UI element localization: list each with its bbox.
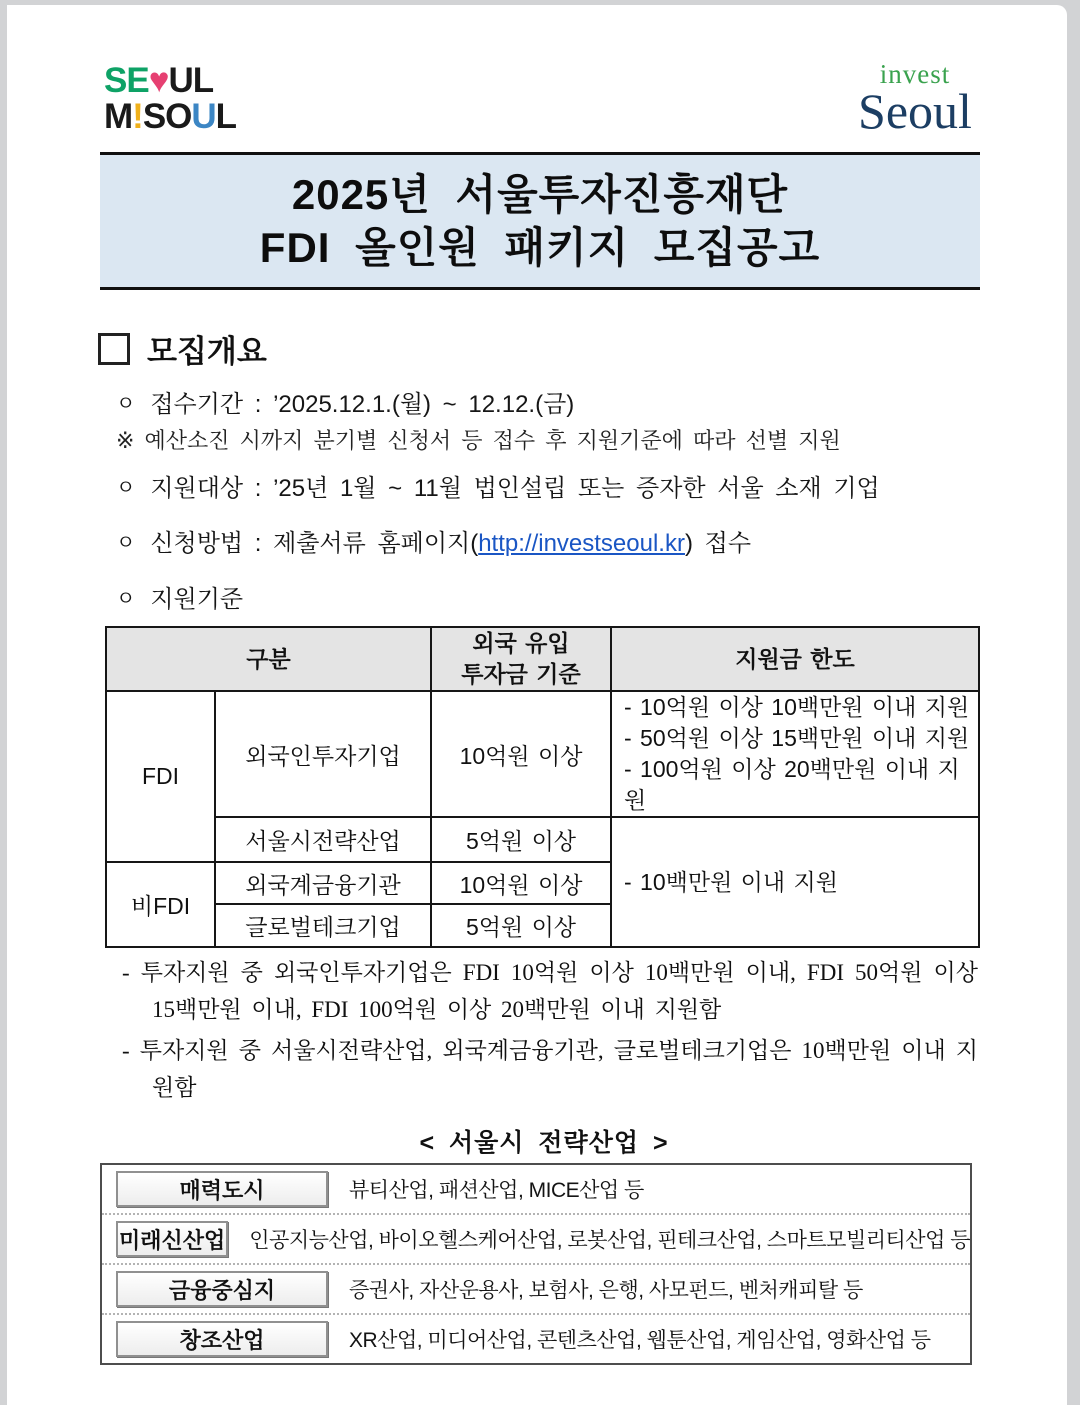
investseoul-link[interactable]: http://investseoul.kr xyxy=(478,530,685,557)
logo-ul: UL xyxy=(168,61,214,100)
category-chip-finance-hub: 금융중심지 xyxy=(116,1271,328,1307)
method-suffix-text: ) 접수 xyxy=(684,530,751,557)
method-prefix-text: 신청방법 : 제출서류 홈페이지( xyxy=(150,530,479,557)
category-chip-attractive-city: 매력도시 xyxy=(116,1171,328,1207)
criteria-seoul-strategic: 5억원 이상 xyxy=(431,817,611,862)
table-header-row xyxy=(106,627,979,691)
category-desc: 뷰티산업, 패션산업, MICE산업 등 xyxy=(349,1179,644,1202)
section-overview-heading xyxy=(98,326,267,371)
category-desc: 증권사, 자산운용사, 보험사, 은행, 사모펀드, 벤처캐피탈 등 xyxy=(349,1279,863,1302)
footnote-2: - 투자지원 중 서울시전략산업, 외국계금융기관, 글로벌테크기업은 10백만원 이내 지원함 xyxy=(122,1038,978,1100)
period-text: 접수기간 : ’2025.12.1.(월) ~ 12.12.(금) xyxy=(150,391,575,418)
bullet-method xyxy=(116,523,751,558)
list-item xyxy=(102,1213,970,1263)
header-investment xyxy=(431,627,611,691)
limit-foreign-invested xyxy=(611,691,979,817)
bullet-target xyxy=(116,468,880,503)
list-item xyxy=(102,1263,970,1313)
header-limit: 지원금 한도 xyxy=(611,627,979,691)
category-chip-future-industry: 미래신산업 xyxy=(116,1221,228,1257)
type-global-tech: 글로벌테크기업 xyxy=(215,904,431,947)
table-row xyxy=(106,691,979,817)
list-item xyxy=(102,1165,970,1213)
logo-line-2 xyxy=(104,99,236,135)
table-footnotes xyxy=(122,954,978,1110)
logo-so: SO xyxy=(142,97,192,136)
group-non-fdi: 비FDI xyxy=(106,862,215,947)
criteria-global-tech: 5억원 이상 xyxy=(431,904,611,947)
logo-se: SE xyxy=(104,61,149,100)
category-chip-creative-industry: 창조산업 xyxy=(116,1321,328,1357)
seoul-my-soul-logo xyxy=(104,63,236,135)
bullet-period-note xyxy=(116,424,841,455)
circle-bullet-icon: ㅇ xyxy=(116,477,136,499)
logo-l: L xyxy=(215,97,237,136)
support-criteria-table xyxy=(105,626,980,948)
target-text: 지원대상 : ’25년 1월 ~ 11월 법인설립 또는 증자한 서울 소재 기업 xyxy=(150,475,880,502)
bullet-criteria xyxy=(116,579,243,614)
circle-bullet-icon: ㅇ xyxy=(116,393,136,415)
limit-line-1: - 10억원 이상 10백만원 이내 지원 xyxy=(624,694,970,720)
title-line-1: 2025년 서울투자진흥재단 xyxy=(291,171,789,218)
category-desc: 인공지능산업, 바이오헬스케어산업, 로봇산업, 핀테크산업, 스마트모빌리티산업 등 xyxy=(249,1229,970,1252)
exclamation-icon: ! xyxy=(132,97,143,136)
footnote-1: - 투자지원 중 외국인투자기업은 FDI 10억원 이상 10백만원 이내, FDI 50억원 이상 15백만원 이내, FDI 100억원 이상 20백만원 이내 지원함 xyxy=(122,960,978,1022)
header-category: 구분 xyxy=(106,627,431,691)
logo-line-1 xyxy=(104,63,236,99)
square-bullet-icon xyxy=(98,333,130,365)
category-desc: XR산업, 미디어산업, 콘텐츠산업, 웹툰산업, 게임산업, 영화산업 등 xyxy=(349,1329,931,1352)
document-page xyxy=(7,5,1067,1405)
list-item xyxy=(102,1313,970,1363)
type-seoul-strategic: 서울시전략산업 xyxy=(215,817,431,862)
heart-icon: ♥ xyxy=(148,61,169,100)
circle-bullet-icon: ㅇ xyxy=(116,588,136,610)
strategic-industries-table xyxy=(100,1163,972,1365)
header-investment-line1: 외국 유입 xyxy=(472,630,570,656)
period-note-text: ※ 예산소진 시까지 분기별 신청서 등 접수 후 지원기준에 따라 선별 지원 xyxy=(116,428,841,453)
limit-line-2: - 50억원 이상 15백만원 이내 지원 xyxy=(624,725,970,751)
title-banner xyxy=(100,152,980,290)
type-foreign-invested: 외국인투자기업 xyxy=(215,691,431,817)
strategic-industries-heading: < 서울시 전략산업 > xyxy=(419,1129,669,1157)
logo-smile-u: U xyxy=(191,97,216,136)
header-investment-line2: 투자금 기준 xyxy=(461,661,581,687)
limit-shared: - 10백만원 이내 지원 xyxy=(611,817,979,947)
type-foreign-finance: 외국계금융기관 xyxy=(215,862,431,904)
circle-bullet-icon: ㅇ xyxy=(116,532,136,554)
invest-seoul-logo xyxy=(840,59,990,139)
criteria-text: 지원기준 xyxy=(150,586,244,613)
limit-line-3: - 100억원 이상 20백만원 이내 지원 xyxy=(624,756,960,813)
invest-wordmark: invest xyxy=(879,59,951,89)
criteria-foreign-finance: 10억원 이상 xyxy=(431,862,611,904)
title-line-2: FDI 올인원 패키지 모집공고 xyxy=(259,224,821,271)
bullet-period xyxy=(116,384,574,419)
seoul-wordmark: Seoul xyxy=(858,83,972,139)
group-fdi: FDI xyxy=(106,691,215,862)
logo-m: M xyxy=(104,97,133,136)
overview-heading-label: 모집개요 xyxy=(147,334,267,369)
table-row xyxy=(106,817,979,862)
criteria-foreign-invested: 10억원 이상 xyxy=(431,691,611,817)
